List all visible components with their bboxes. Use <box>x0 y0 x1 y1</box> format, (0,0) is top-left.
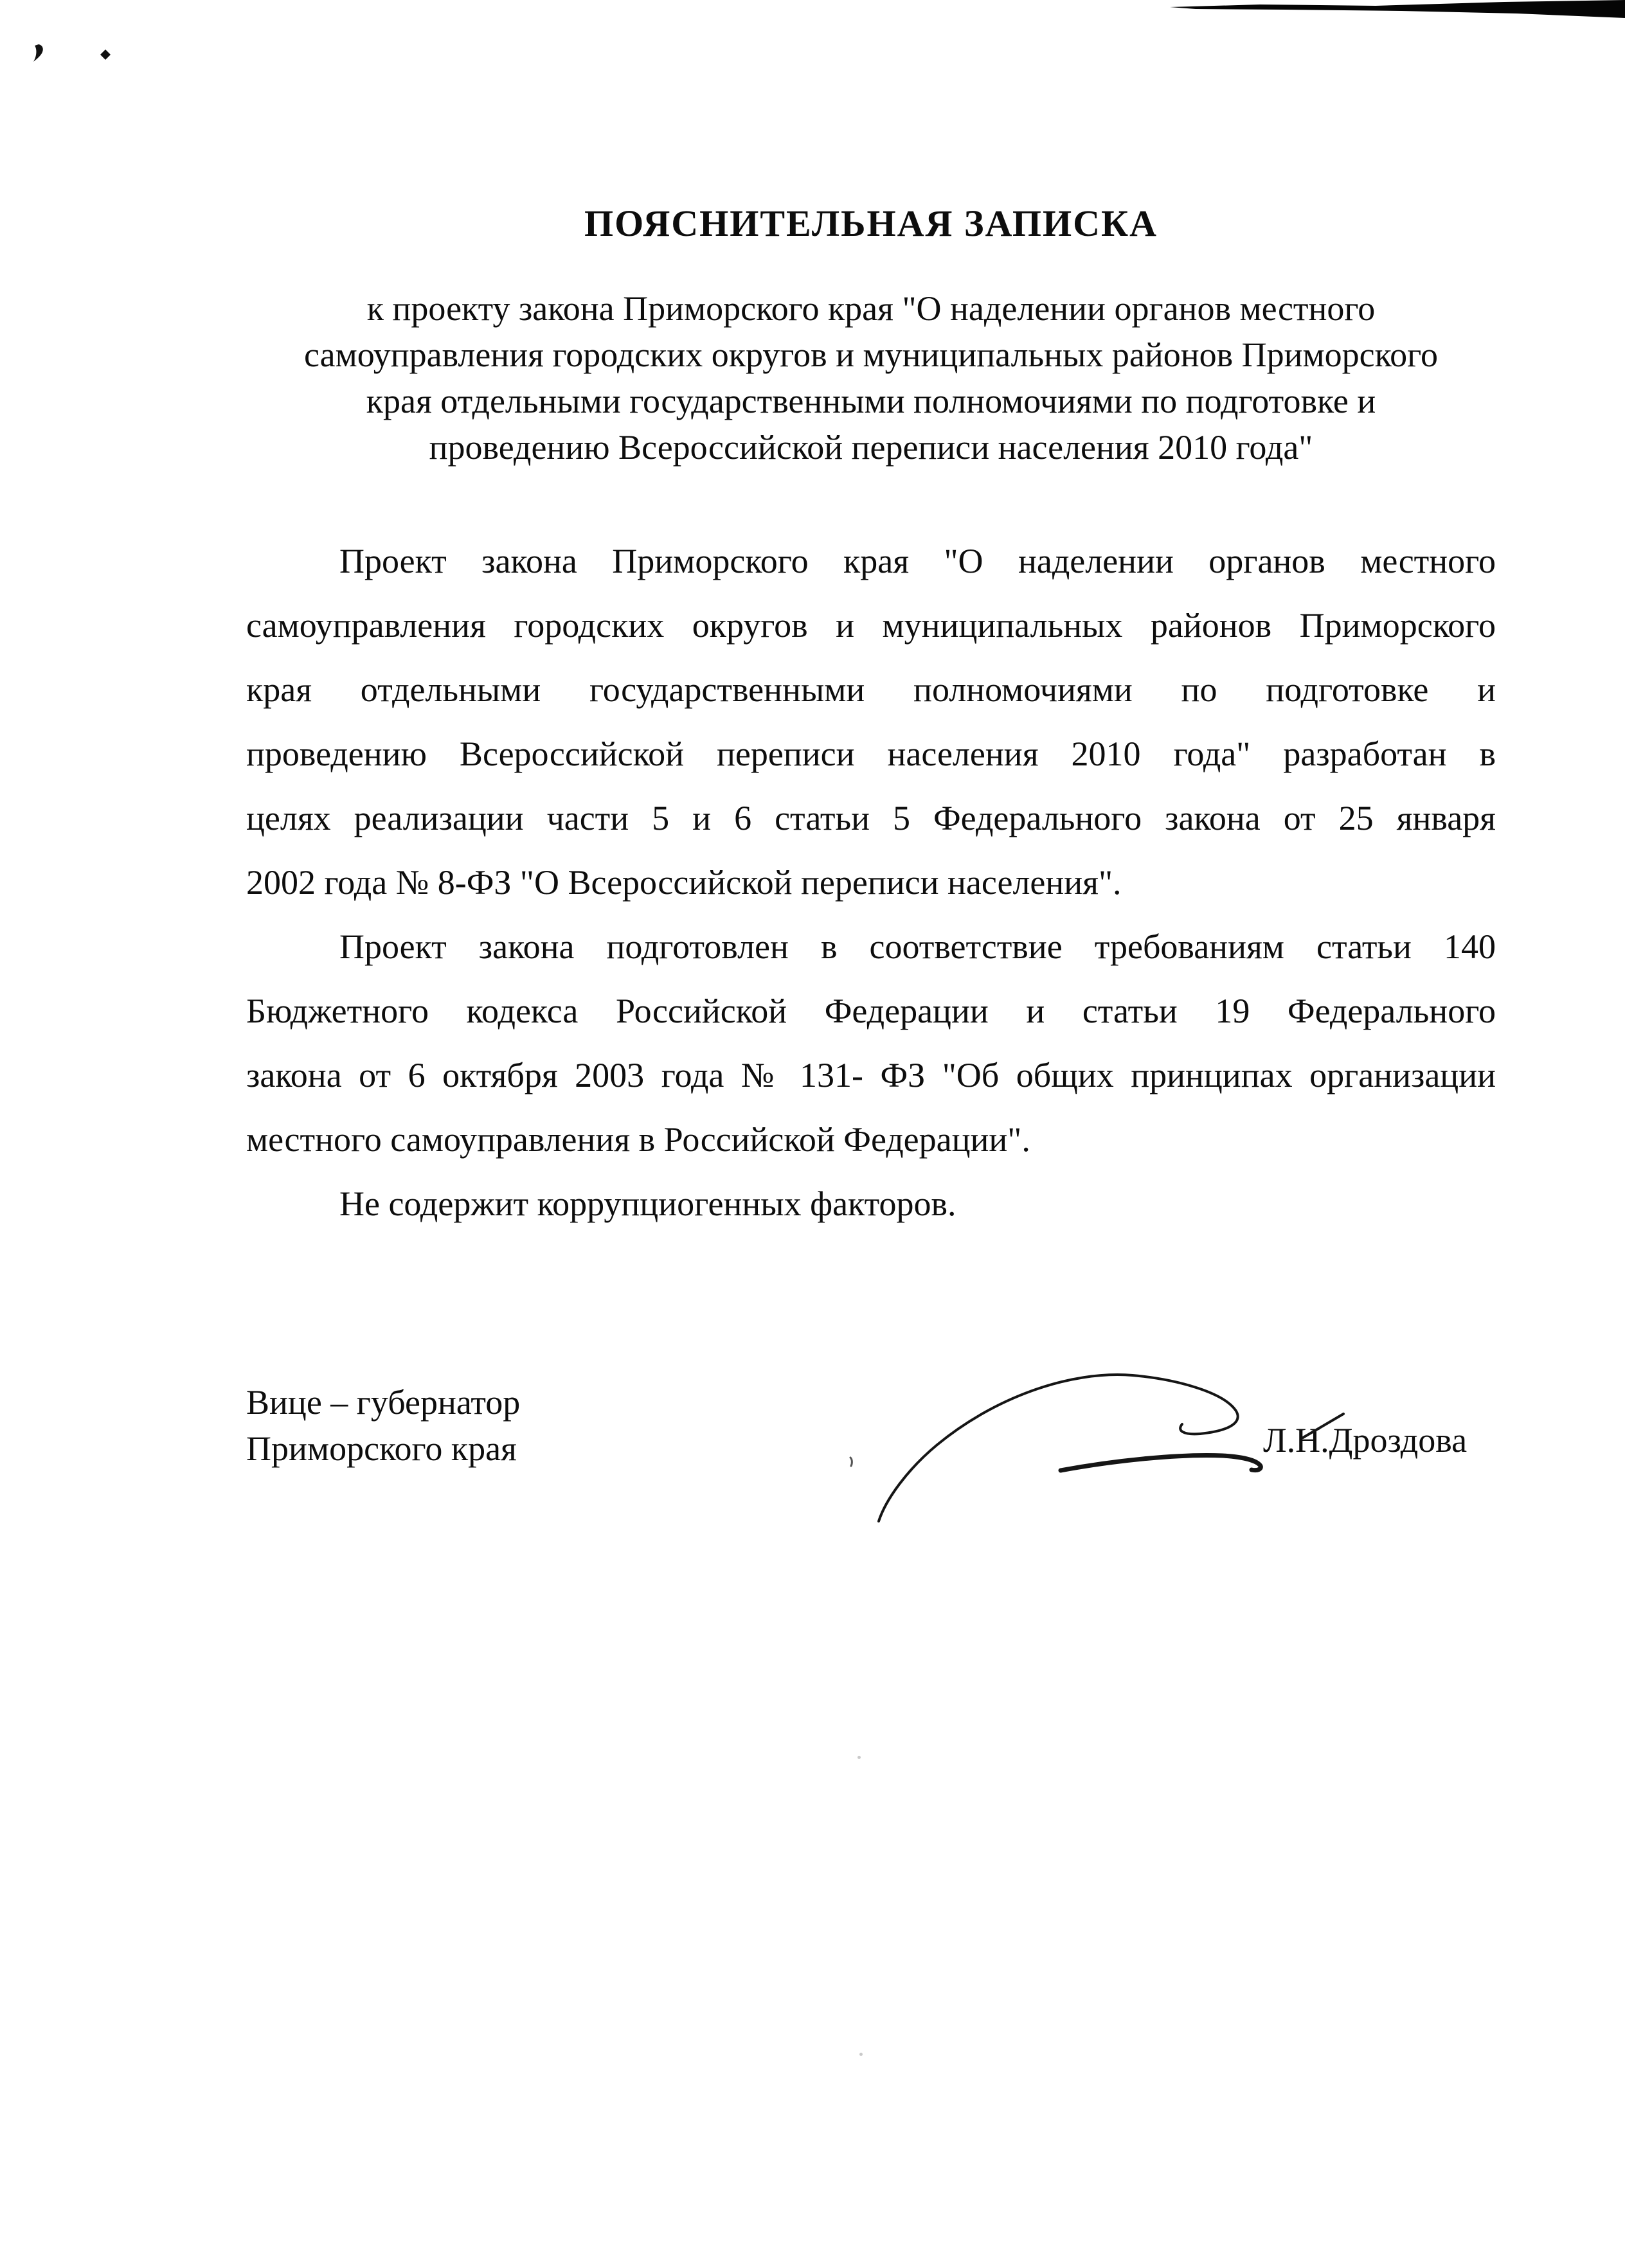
signature-position-title <box>246 1379 520 1472</box>
signature-position-line: Вице – губернатор <box>246 1383 521 1422</box>
body-line: закона от 6 октября 2003 года № 131- ФЗ "Об общих принципах организации <box>246 1056 1496 1094</box>
body-line: Проект закона Приморского края "О наделении органов местного <box>339 542 1496 580</box>
body-line: 2002 года № 8-ФЗ "О Всероссийской переписи населения". <box>246 863 1122 902</box>
subtitle-line: проведению Всероссийской переписи населения 2010 года" <box>429 428 1313 467</box>
scan-streak-artifact <box>1170 0 1625 22</box>
body-line: проведению Всероссийской переписи населения 2010 года" разработан в <box>246 735 1496 773</box>
handwritten-signature <box>829 1343 1356 1562</box>
body-line: самоуправления городских округов и муниципальных районов Приморского <box>246 606 1496 645</box>
document-subtitle <box>246 285 1496 470</box>
body-line: местного самоуправления в Российской Федерации". <box>246 1120 1030 1159</box>
signatory-name: Л.Н.Дроздова <box>1263 1421 1468 1460</box>
body-line: края отдельными государственными полномочиями по подготовке и <box>246 670 1496 709</box>
scan-dot-artifact <box>857 1756 861 1759</box>
subtitle-line: края отдельными государственными полномочиями по подготовке и <box>366 382 1376 420</box>
signature-position-line: Приморского края <box>246 1429 517 1468</box>
subtitle-line: самоуправления городских округов и муниципальных районов Приморского <box>304 335 1438 374</box>
body-line: Не содержит коррупциогенных факторов. <box>339 1184 956 1223</box>
document-body <box>246 529 1496 1236</box>
scan-dot-artifact <box>859 2053 863 2056</box>
scan-speck-marks <box>26 35 129 74</box>
document-title: ПОЯСНИТЕЛЬНАЯ ЗАПИСКА <box>584 202 1158 244</box>
body-line: Проект закона подготовлен в соответствие требованиям статьи 140 <box>339 927 1496 966</box>
body-line: Бюджетного кодекса Российской Федерации и статьи 19 Федерального <box>246 992 1496 1030</box>
subtitle-line: к проекту закона Приморского края "О наделении органов местного <box>366 289 1376 328</box>
body-line: целях реализации части 5 и 6 статьи 5 Федерального закона от 25 января <box>246 799 1496 837</box>
